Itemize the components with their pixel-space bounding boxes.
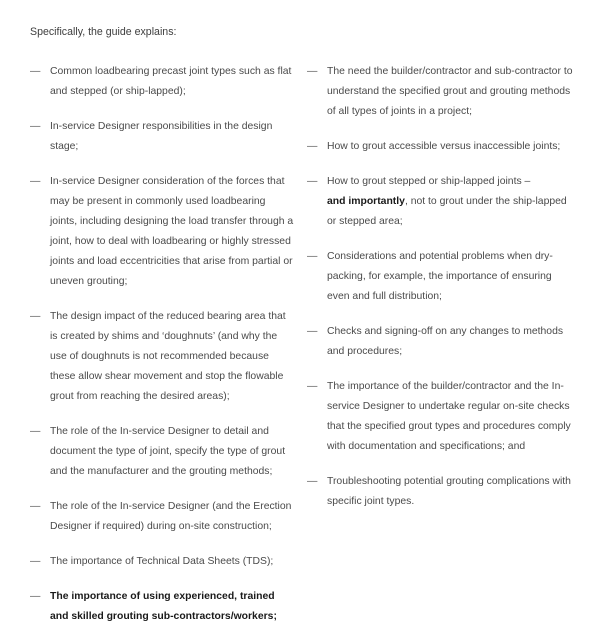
intro-text: Specifically, the guide explains: xyxy=(30,26,177,38)
list-item-text: How to grout stepped or ship-lapped joints – and importantly, not to grout under the ship-lapped or stepped area; xyxy=(327,176,567,227)
list-item xyxy=(307,472,575,512)
list-item-text: In-service Designer consideration of the forces that may be present in commonly used loadbearing joints, including designing the load transfer through a joint, how to deal with loadbearing or highly stressed joints and load eccentricities that arise from partial or uneven grouting; xyxy=(50,176,294,287)
list-item-text: Considerations and potential problems when dry-packing, for example, the importance of ensuring even and full distribution; xyxy=(327,251,553,302)
dash-bullet: — xyxy=(30,176,41,187)
dash-bullet: — xyxy=(30,591,41,602)
dash-bullet: — xyxy=(30,121,41,132)
list-item-text: The role of the In-service Designer to detail and document the type of joint, specify the type of grout and the manufacturer and the grouting methods; xyxy=(50,426,286,477)
list-item-text: The need the builder/contractor and sub-contractor to understand the specified grout and grouting methods of all types of joints in a project; xyxy=(327,66,573,117)
dash-bullet: — xyxy=(307,141,318,152)
dash-bullet: — xyxy=(307,66,318,77)
dash-bullet: — xyxy=(30,426,41,437)
list-item xyxy=(307,62,575,122)
list-item xyxy=(30,422,295,482)
list-item-text: In-service Designer responsibilities in the design stage; xyxy=(50,121,273,152)
list-item xyxy=(307,247,575,307)
dash-bullet: — xyxy=(307,381,318,392)
list-item xyxy=(307,137,575,157)
dash-bullet: — xyxy=(307,251,318,262)
list-item xyxy=(30,62,295,102)
dash-bullet: — xyxy=(307,326,318,337)
list-item xyxy=(30,587,295,627)
list-item xyxy=(30,552,295,572)
list-item-text: The importance of using experienced, trained and skilled grouting sub-contractors/workers; xyxy=(50,591,277,622)
dash-bullet: — xyxy=(307,476,318,487)
list-item-text: The importance of the builder/contractor and the In-service Designer to undertake regular on-site checks that the specified grout types and procedures comply with documentation and specifications; and xyxy=(327,381,571,452)
dash-bullet: — xyxy=(30,311,41,322)
list-item-text: The design impact of the reduced bearing area that is created by shims and ‘doughnuts’ (and why the use of doughnuts is not recommended because these allow shear movement and stop the flowable grout from reaching the desired areas); xyxy=(50,311,286,402)
left-list xyxy=(30,62,295,642)
right-list xyxy=(307,62,575,527)
list-item-text: Troubleshooting potential grouting complications with specific joint types. xyxy=(327,476,571,507)
dash-bullet: — xyxy=(30,501,41,512)
list-item-text: The role of the In-service Designer (and the Erection Designer if required) during on-site construction; xyxy=(50,501,292,532)
dash-bullet: — xyxy=(30,66,41,77)
list-item xyxy=(30,117,295,157)
list-item xyxy=(307,377,575,457)
list-item-text: Checks and signing-off on any changes to methods and procedures; xyxy=(327,326,564,357)
list-item xyxy=(307,322,575,362)
list-item xyxy=(307,172,575,232)
list-item xyxy=(30,307,295,407)
list-item-text: How to grout accessible versus inaccessible joints; xyxy=(327,141,561,152)
list-item xyxy=(30,172,295,292)
list-item xyxy=(30,497,295,537)
list-item-text: Common loadbearing precast joint types such as flat and stepped (or ship-lapped); xyxy=(50,66,292,97)
dash-bullet: — xyxy=(307,176,318,187)
dash-bullet: — xyxy=(30,556,41,567)
list-item-text: The importance of Technical Data Sheets (TDS); xyxy=(50,556,274,567)
